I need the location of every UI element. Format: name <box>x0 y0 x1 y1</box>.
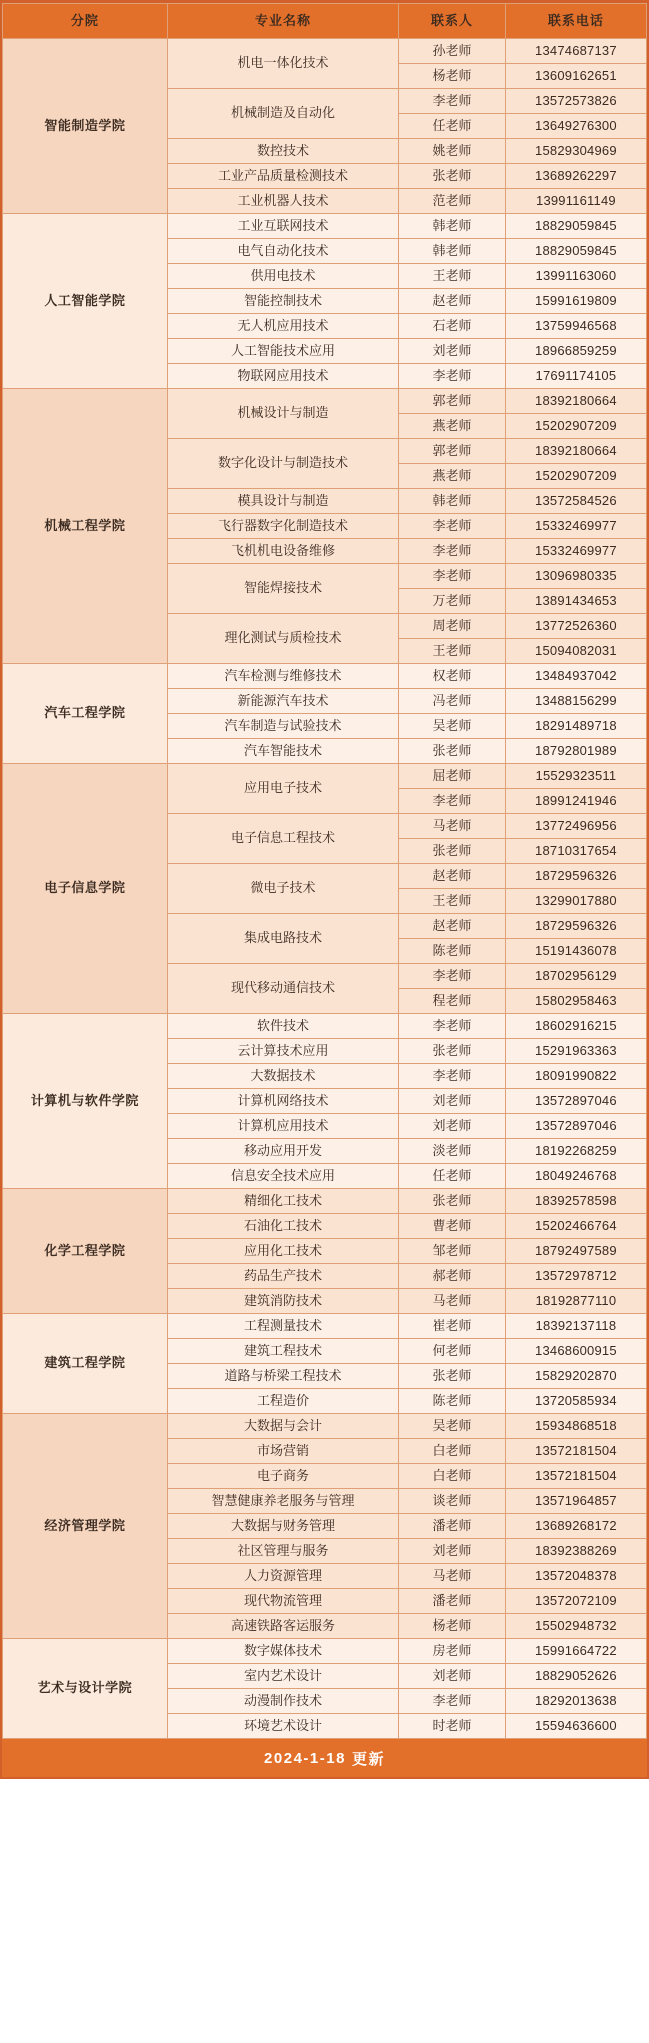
major-cell: 工业机器人技术 <box>167 189 398 214</box>
contact-phone-cell: 18829059845 <box>505 239 646 264</box>
contact-person-cell: 张老师 <box>399 164 506 189</box>
contact-phone-cell: 13720585934 <box>505 1389 646 1414</box>
contact-phone-cell: 13572072109 <box>505 1589 646 1614</box>
contact-phone-cell: 13772526360 <box>505 614 646 639</box>
contact-person-cell: 崔老师 <box>399 1314 506 1339</box>
major-cell: 汽车检测与维修技术 <box>167 664 398 689</box>
contact-person-cell: 李老师 <box>399 1689 506 1714</box>
major-cell: 电子商务 <box>167 1464 398 1489</box>
contact-phone-cell: 13571964857 <box>505 1489 646 1514</box>
major-cell: 工业产品质量检测技术 <box>167 164 398 189</box>
contact-person-cell: 屈老师 <box>399 764 506 789</box>
contact-phone-cell: 13572897046 <box>505 1089 646 1114</box>
contact-phone-cell: 13474687137 <box>505 39 646 64</box>
contact-phone-cell: 18729596326 <box>505 864 646 889</box>
contact-phone-cell: 15802958463 <box>505 989 646 1014</box>
contact-person-cell: 孙老师 <box>399 39 506 64</box>
major-cell: 社区管理与服务 <box>167 1539 398 1564</box>
major-cell: 数字化设计与制造技术 <box>167 439 398 489</box>
contact-phone-cell: 13572897046 <box>505 1114 646 1139</box>
contact-phone-cell: 15829304969 <box>505 139 646 164</box>
contact-person-cell: 何老师 <box>399 1339 506 1364</box>
column-header-department: 分院 <box>3 4 168 39</box>
contact-person-cell: 马老师 <box>399 1564 506 1589</box>
contact-person-cell: 张老师 <box>399 839 506 864</box>
contact-person-cell: 刘老师 <box>399 1114 506 1139</box>
contact-phone-cell: 15991664722 <box>505 1639 646 1664</box>
column-header-phone: 联系电话 <box>505 4 646 39</box>
contact-person-cell: 李老师 <box>399 789 506 814</box>
contact-phone-cell: 13572978712 <box>505 1264 646 1289</box>
contact-phone-cell: 15594636600 <box>505 1714 646 1739</box>
major-cell: 软件技术 <box>167 1014 398 1039</box>
contact-person-cell: 杨老师 <box>399 64 506 89</box>
contact-phone-cell: 15829202870 <box>505 1364 646 1389</box>
contact-person-cell: 韩老师 <box>399 214 506 239</box>
table-row <box>3 1639 647 1664</box>
contact-person-cell: 赵老师 <box>399 914 506 939</box>
department-cell: 建筑工程学院 <box>3 1314 168 1414</box>
major-cell: 机械制造及自动化 <box>167 89 398 139</box>
contact-phone-cell: 13572048378 <box>505 1564 646 1589</box>
contact-person-cell: 万老师 <box>399 589 506 614</box>
major-cell: 无人机应用技术 <box>167 314 398 339</box>
contact-person-cell: 周老师 <box>399 614 506 639</box>
department-cell: 艺术与设计学院 <box>3 1639 168 1739</box>
table-header <box>3 4 647 39</box>
contact-person-cell: 燕老师 <box>399 464 506 489</box>
contact-phone-cell: 13891434653 <box>505 589 646 614</box>
major-cell: 电子信息工程技术 <box>167 814 398 864</box>
contact-phone-cell: 18392578598 <box>505 1189 646 1214</box>
footer-label: 更新 <box>351 1750 385 1768</box>
major-cell: 数控技术 <box>167 139 398 164</box>
table-body <box>3 39 647 1739</box>
major-cell: 石油化工技术 <box>167 1214 398 1239</box>
major-cell: 人工智能技术应用 <box>167 339 398 364</box>
contact-person-cell: 张老师 <box>399 1189 506 1214</box>
contact-phone-cell: 18192877110 <box>505 1289 646 1314</box>
major-cell: 微电子技术 <box>167 864 398 914</box>
major-cell: 机电一体化技术 <box>167 39 398 89</box>
contact-person-cell: 白老师 <box>399 1439 506 1464</box>
contact-phone-cell: 15202907209 <box>505 464 646 489</box>
contact-phone-cell: 13488156299 <box>505 689 646 714</box>
contact-person-cell: 李老师 <box>399 1014 506 1039</box>
table-row <box>3 214 647 239</box>
contact-person-cell: 时老师 <box>399 1714 506 1739</box>
contact-phone-cell: 13649276300 <box>505 114 646 139</box>
column-header-major: 专业名称 <box>167 4 398 39</box>
contact-person-cell: 李老师 <box>399 1064 506 1089</box>
department-cell: 机械工程学院 <box>3 389 168 664</box>
contact-person-cell: 刘老师 <box>399 1089 506 1114</box>
column-header-contact-person: 联系人 <box>399 4 506 39</box>
contact-person-cell: 白老师 <box>399 1464 506 1489</box>
contact-phone-cell: 15291963363 <box>505 1039 646 1064</box>
major-cell: 数字媒体技术 <box>167 1639 398 1664</box>
contact-phone-cell: 13468600915 <box>505 1339 646 1364</box>
contact-phone-cell: 18710317654 <box>505 839 646 864</box>
footer-update-bar <box>2 1739 647 1777</box>
contact-phone-cell: 13572181504 <box>505 1439 646 1464</box>
major-cell: 现代物流管理 <box>167 1589 398 1614</box>
table-row <box>3 664 647 689</box>
contact-phone-cell: 15202907209 <box>505 414 646 439</box>
contact-person-cell: 潘老师 <box>399 1589 506 1614</box>
contact-person-cell: 范老师 <box>399 189 506 214</box>
contact-person-cell: 石老师 <box>399 314 506 339</box>
contact-person-cell: 吴老师 <box>399 1414 506 1439</box>
major-cell: 道路与桥梁工程技术 <box>167 1364 398 1389</box>
major-cell: 机械设计与制造 <box>167 389 398 439</box>
contact-person-cell: 陈老师 <box>399 1389 506 1414</box>
contact-phone-cell: 13991161149 <box>505 189 646 214</box>
contact-phone-cell: 18392180664 <box>505 439 646 464</box>
footer-date: 2024-1-18 <box>264 1749 346 1767</box>
contact-phone-cell: 18192268259 <box>505 1139 646 1164</box>
contact-person-cell: 邹老师 <box>399 1239 506 1264</box>
contact-phone-cell: 15934868518 <box>505 1414 646 1439</box>
department-cell: 汽车工程学院 <box>3 664 168 764</box>
contact-phone-cell: 18091990822 <box>505 1064 646 1089</box>
major-cell: 汽车制造与试验技术 <box>167 714 398 739</box>
department-cell: 化学工程学院 <box>3 1189 168 1314</box>
major-cell: 计算机网络技术 <box>167 1089 398 1114</box>
contact-phone-cell: 13096980335 <box>505 564 646 589</box>
contact-phone-cell: 15332469977 <box>505 539 646 564</box>
contact-person-cell: 郝老师 <box>399 1264 506 1289</box>
contact-person-cell: 吴老师 <box>399 714 506 739</box>
contact-person-cell: 李老师 <box>399 964 506 989</box>
major-cell: 物联网应用技术 <box>167 364 398 389</box>
contact-person-cell: 张老师 <box>399 739 506 764</box>
major-cell: 建筑工程技术 <box>167 1339 398 1364</box>
major-cell: 工程测量技术 <box>167 1314 398 1339</box>
contact-phone-cell: 13484937042 <box>505 664 646 689</box>
contact-phone-cell: 13689262297 <box>505 164 646 189</box>
contact-person-cell: 郭老师 <box>399 389 506 414</box>
contact-phone-cell: 18049246768 <box>505 1164 646 1189</box>
major-cell: 智能焊接技术 <box>167 564 398 614</box>
major-cell: 工程造价 <box>167 1389 398 1414</box>
contact-person-cell: 郭老师 <box>399 439 506 464</box>
major-cell: 移动应用开发 <box>167 1139 398 1164</box>
contact-phone-cell: 18966859259 <box>505 339 646 364</box>
contact-person-cell: 刘老师 <box>399 1664 506 1689</box>
contact-person-cell: 曹老师 <box>399 1214 506 1239</box>
table-row <box>3 389 647 414</box>
contact-phone-cell: 18392180664 <box>505 389 646 414</box>
major-cell: 新能源汽车技术 <box>167 689 398 714</box>
major-cell: 现代移动通信技术 <box>167 964 398 1014</box>
table-row <box>3 1314 647 1339</box>
contact-phone-cell: 18991241946 <box>505 789 646 814</box>
contact-person-cell: 程老师 <box>399 989 506 1014</box>
department-cell: 计算机与软件学院 <box>3 1014 168 1189</box>
contact-person-cell: 杨老师 <box>399 1614 506 1639</box>
contact-phone-cell: 18829059845 <box>505 214 646 239</box>
major-cell: 集成电路技术 <box>167 914 398 964</box>
contact-person-cell: 房老师 <box>399 1639 506 1664</box>
table-row <box>3 1014 647 1039</box>
major-cell: 大数据技术 <box>167 1064 398 1089</box>
table-header-row <box>3 4 647 39</box>
contact-phone-cell: 15191436078 <box>505 939 646 964</box>
contact-person-cell: 王老师 <box>399 889 506 914</box>
major-cell: 飞机机电设备维修 <box>167 539 398 564</box>
contact-phone-cell: 13299017880 <box>505 889 646 914</box>
contact-phone-cell: 18602916215 <box>505 1014 646 1039</box>
contact-person-cell: 王老师 <box>399 264 506 289</box>
contact-person-cell: 赵老师 <box>399 864 506 889</box>
major-cell: 信息安全技术应用 <box>167 1164 398 1189</box>
contact-person-cell: 李老师 <box>399 89 506 114</box>
contact-person-cell: 刘老师 <box>399 1539 506 1564</box>
contact-person-cell: 谈老师 <box>399 1489 506 1514</box>
department-cell: 电子信息学院 <box>3 764 168 1014</box>
table-row <box>3 764 647 789</box>
major-cell: 供用电技术 <box>167 264 398 289</box>
contact-person-cell: 张老师 <box>399 1039 506 1064</box>
contact-person-cell: 马老师 <box>399 1289 506 1314</box>
contact-phone-cell: 18392388269 <box>505 1539 646 1564</box>
major-cell: 飞行器数字化制造技术 <box>167 514 398 539</box>
contact-person-cell: 潘老师 <box>399 1514 506 1539</box>
department-cell: 人工智能学院 <box>3 214 168 389</box>
major-cell: 模具设计与制造 <box>167 489 398 514</box>
contact-person-cell: 陈老师 <box>399 939 506 964</box>
table-row <box>3 39 647 64</box>
contact-person-cell: 王老师 <box>399 639 506 664</box>
major-cell: 云计算技术应用 <box>167 1039 398 1064</box>
contact-phone-cell: 13759946568 <box>505 314 646 339</box>
department-cell: 智能制造学院 <box>3 39 168 214</box>
contact-phone-cell: 18829052626 <box>505 1664 646 1689</box>
major-cell: 药品生产技术 <box>167 1264 398 1289</box>
contact-phone-cell: 18702956129 <box>505 964 646 989</box>
contact-phone-cell: 13609162651 <box>505 64 646 89</box>
major-cell: 高速铁路客运服务 <box>167 1614 398 1639</box>
contact-phone-cell: 13772496956 <box>505 814 646 839</box>
contact-person-cell: 任老师 <box>399 1164 506 1189</box>
contact-phone-cell: 17691174105 <box>505 364 646 389</box>
contact-person-cell: 姚老师 <box>399 139 506 164</box>
major-cell: 大数据与会计 <box>167 1414 398 1439</box>
contact-person-cell: 韩老师 <box>399 489 506 514</box>
contact-phone-cell: 13572584526 <box>505 489 646 514</box>
contact-person-cell: 权老师 <box>399 664 506 689</box>
major-cell: 室内艺术设计 <box>167 1664 398 1689</box>
contact-person-cell: 李老师 <box>399 564 506 589</box>
major-cell: 电气自动化技术 <box>167 239 398 264</box>
contact-person-cell: 马老师 <box>399 814 506 839</box>
contact-phone-cell: 13572181504 <box>505 1464 646 1489</box>
major-cell: 大数据与财务管理 <box>167 1514 398 1539</box>
contact-person-cell: 燕老师 <box>399 414 506 439</box>
contact-phone-cell: 15094082031 <box>505 639 646 664</box>
contact-phone-cell: 15529323511 <box>505 764 646 789</box>
contact-person-cell: 刘老师 <box>399 339 506 364</box>
contact-person-cell: 任老师 <box>399 114 506 139</box>
contact-phone-cell: 15502948732 <box>505 1614 646 1639</box>
contact-phone-cell: 18792801989 <box>505 739 646 764</box>
contact-person-cell: 韩老师 <box>399 239 506 264</box>
contact-phone-cell: 18292013638 <box>505 1689 646 1714</box>
major-cell: 市场营销 <box>167 1439 398 1464</box>
contact-phone-cell: 18729596326 <box>505 914 646 939</box>
contact-phone-cell: 15332469977 <box>505 514 646 539</box>
major-cell: 环境艺术设计 <box>167 1714 398 1739</box>
table-row <box>3 1414 647 1439</box>
contact-phone-cell: 13572573826 <box>505 89 646 114</box>
contact-person-cell: 冯老师 <box>399 689 506 714</box>
major-cell: 智能控制技术 <box>167 289 398 314</box>
contact-person-cell: 张老师 <box>399 1364 506 1389</box>
major-cell: 人力资源管理 <box>167 1564 398 1589</box>
contact-phone-cell: 15202466764 <box>505 1214 646 1239</box>
contact-person-cell: 李老师 <box>399 539 506 564</box>
contact-phone-cell: 18792497589 <box>505 1239 646 1264</box>
major-cell: 理化测试与质检技术 <box>167 614 398 664</box>
contact-phone-cell: 13689268172 <box>505 1514 646 1539</box>
contact-phone-cell: 13991163060 <box>505 264 646 289</box>
department-cell: 经济管理学院 <box>3 1414 168 1639</box>
contact-person-cell: 赵老师 <box>399 289 506 314</box>
major-cell: 动漫制作技术 <box>167 1689 398 1714</box>
contact-phone-cell: 18291489718 <box>505 714 646 739</box>
major-cell: 汽车智能技术 <box>167 739 398 764</box>
major-cell: 智慧健康养老服务与管理 <box>167 1489 398 1514</box>
table-row <box>3 1189 647 1214</box>
contact-phone-cell: 15991619809 <box>505 289 646 314</box>
major-cell: 应用化工技术 <box>167 1239 398 1264</box>
contact-person-cell: 李老师 <box>399 364 506 389</box>
major-cell: 建筑消防技术 <box>167 1289 398 1314</box>
department-contacts-table <box>2 3 647 1739</box>
major-cell: 工业互联网技术 <box>167 214 398 239</box>
major-cell: 精细化工技术 <box>167 1189 398 1214</box>
contact-phone-cell: 18392137118 <box>505 1314 646 1339</box>
major-cell: 应用电子技术 <box>167 764 398 814</box>
contact-person-cell: 淡老师 <box>399 1139 506 1164</box>
major-cell: 计算机应用技术 <box>167 1114 398 1139</box>
contact-person-cell: 李老师 <box>399 514 506 539</box>
